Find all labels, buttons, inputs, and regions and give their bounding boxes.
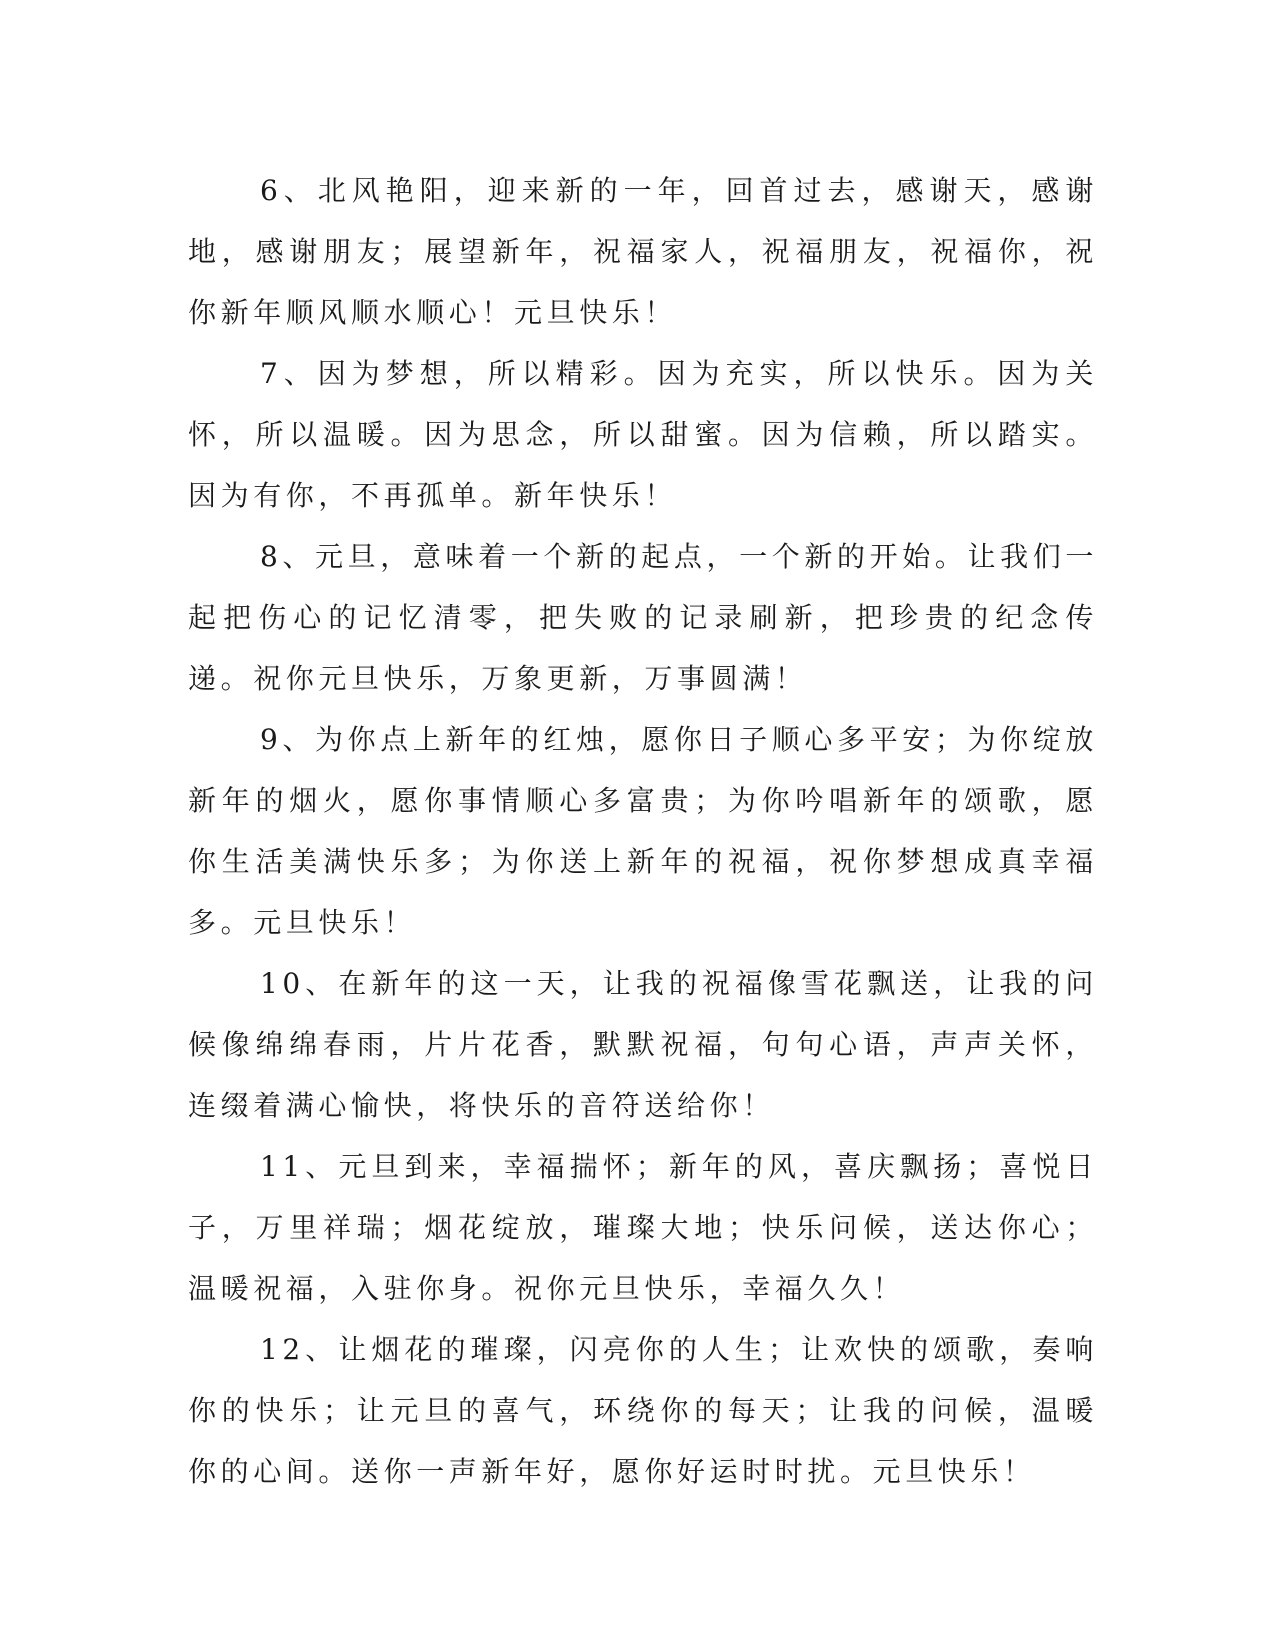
document-body [188, 160, 1098, 1502]
paragraph-10: 10、在新年的这一天，让我的祝福像雪花飘送，让我的问候像绵绵春雨，片片花香，默默祝福，句句心语，声声关怀，连缀着满心愉快，将快乐的音符送给你！ [188, 967, 1098, 1122]
paragraph-7: 7、因为梦想，所以精彩。因为充实，所以快乐。因为关怀，所以温暖。因为思念，所以甜蜜。因为信赖，所以踏实。因为有你，不再孤单。新年快乐！ [188, 357, 1098, 512]
paragraph-9: 9、为你点上新年的红烛，愿你日子顺心多平安；为你绽放新年的烟火，愿你事情顺心多富贵；为你吟唱新年的颂歌，愿你生活美满快乐多；为你送上新年的祝福，祝你梦想成真幸福多。元旦快乐！ [188, 723, 1098, 939]
paragraph-12: 12、让烟花的璀璨，闪亮你的人生；让欢快的颂歌，奏响你的快乐；让元旦的喜气，环绕你的每天；让我的问候，温暖你的心间。送你一声新年好，愿你好运时时扰。元旦快乐！ [188, 1333, 1098, 1488]
paragraph-11: 11、元旦到来，幸福揣怀；新年的风，喜庆飘扬；喜悦日子，万里祥瑞；烟花绽放，璀璨大地；快乐问候，送达你心；温暖祝福，入驻你身。祝你元旦快乐，幸福久久！ [188, 1150, 1098, 1305]
paragraph-6: 6、北风艳阳，迎来新的一年，回首过去，感谢天，感谢地，感谢朋友；展望新年，祝福家人，祝福朋友，祝福你，祝你新年顺风顺水顺心！元旦快乐！ [188, 174, 1098, 329]
paragraph-8: 8、元旦，意味着一个新的起点，一个新的开始。让我们一起把伤心的记忆清零，把失败的记录刷新，把珍贵的纪念传递。祝你元旦快乐，万象更新，万事圆满！ [188, 540, 1098, 695]
